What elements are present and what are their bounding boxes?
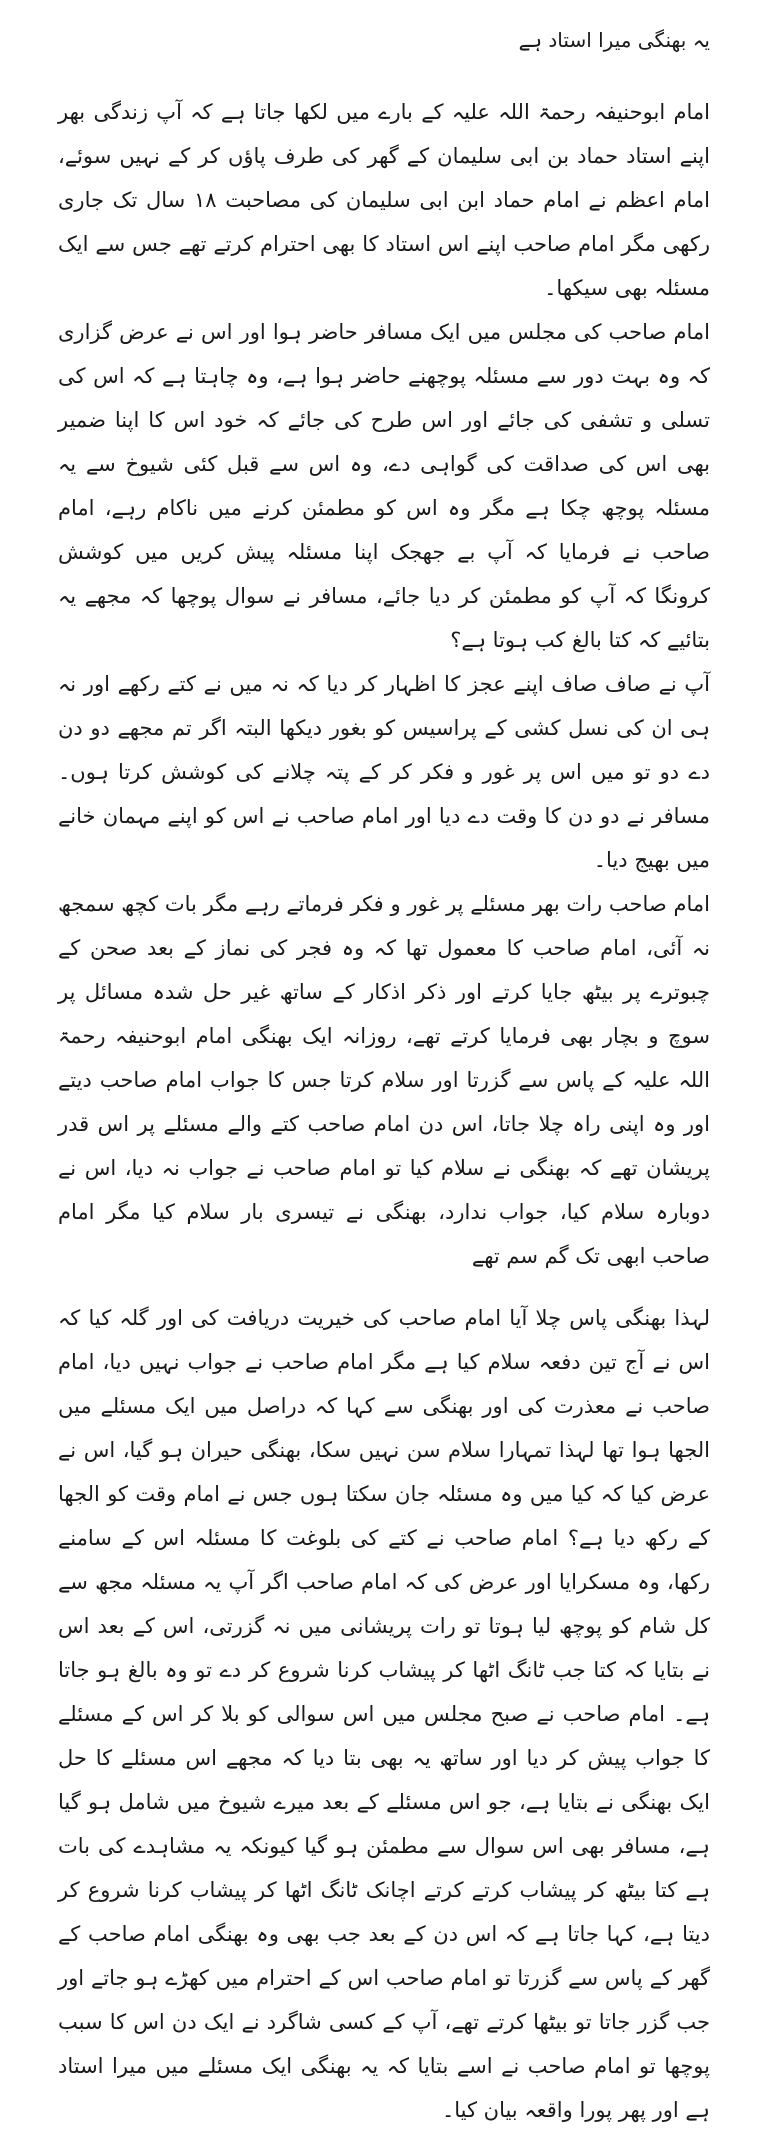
paragraph-5: لہذا بھنگی پاس چلا آیا امام صاحب کی خیریت دریافت کی اور گلہ کیا کہ اس نے آج تین دفعہ سلام کیا ہے مگر امام صاحب نے جواب نہیں دیا، امام صاحب نے معذرت کی اور بھنگی سے کہا کہ دراصل میں ایک مسئلے میں الجھا ہوا تھا لہذا تمہارا سلام سن نہیں سکا، بھنگی حیران ہو گیا، اس نے عرض کیا کہ کیا میں وہ مسئلہ جان سکتا ہوں جس نے امام وقت کو الجھا کے رکھ دیا ہے؟ امام صاحب نے کتے کی بلوغت کا مسئلہ اس کے سامنے رکھا، وہ مسکرایا اور عرض کی کہ امام صاحب اگر آپ یہ مسئلہ مجھ سے کل شام کو پوچھ لیا ہوتا تو رات پریشانی میں نہ گزرتی، اس کے بعد اس نے بتایا کہ کتا جب ٹانگ اٹھا کر پیشاب کرنا شروع کر دے تو وہ بالغ ہو جاتا ہے۔ امام صاحب نے صبح مجلس میں اس سوالی کو بلا کر اس کے مسئلے کا جواب پیش کر دیا اور ساتھ یہ بھی بتا دیا کہ مجھے اس مسئلے کا حل ایک بھنگی نے بتایا ہے، جو اس مسئلے کے بعد میرے شیوخ میں شامل ہو گیا ہے، مسافر بھی اس سوال سے مطمئن ہو گیا کیونکہ یہ مشاہدے کی بات ہے کتا بیٹھ کر پیشاب کرتے کرتے اچانک ٹانگ اٹھا کر پیشاب کرنا شروع کر دیتا ہے، کہا جاتا ہے کہ اس دن کے بعد جب بھی وہ بھنگی امام صاحب کے گھر کے پاس سے گزرتا تو امام صاحب اس کے احترام میں کھڑے ہو جاتے اور جب گزر جاتا تو بیٹھا کرتے تھے، آپ کے کسی شاگرد نے ایک دن اس کا سبب پوچھا تو امام صاحب نے اسے بتایا کہ یہ بھنگی ایک مسئلے میں میرا استاد ہے اور پھر پورا واقعہ بیان کیا۔ [58, 1306, 710, 2122]
paragraph-4: امام صاحب رات بھر مسئلے پر غور و فکر فرماتے رہے مگر بات کچھ سمجھ نہ آئی، امام صاحب کا معمول تھا کہ وہ فجر کی نماز کے بعد صحن کے چبوترے پر بیٹھ جایا کرتے اور ذکر اذکار کے ساتھ غیر حل شدہ مسائل پر سوچ و بچار بھی فرمایا کرتے تھے، روزانہ ایک بھنگی امام ابوحنیفہ رحمۃ اللہ علیہ کے پاس سے گزرتا اور سلام کرتا جس کا جواب امام صاحب دیتے اور وہ اپنی راہ چلا جاتا، اس دن امام صاحب کتے والے مسئلے پر اس قدر پریشان تھے کہ بھنگی نے سلام کیا تو امام صاحب نے جواب نہ دیا، اس نے دوبارہ سلام کیا، جواب ندارد، بھنگی نے تیسری بار سلام کیا مگر امام صاحب ابھی تک گم سم تھے [58, 892, 710, 1268]
paragraph-2: امام صاحب کی مجلس میں ایک مسافر حاضر ہوا اور اس نے عرض گزاری کہ وہ بہت دور سے مسئلہ پوچھنے حاضر ہوا ہے، وہ چاہتا ہے کہ اس کی تسلی و تشفی کی جائے اور اس طرح کی جائے کہ خود اس کا اپنا ضمیر بھی اس کی صداقت کی گواہی دے، وہ اس سے قبل کئی شیوخ سے یہ مسئلہ پوچھ چکا ہے مگر وہ اس کو مطمئن کرنے میں ناکام رہے، امام صاحب نے فرمایا کہ آپ بے جھجک اپنا مسئلہ پیش کریں میں کوشش کرونگا کہ آپ کو مطمئن کر دیا جائے، مسافر نے سوال پوچھا کہ مجھے یہ بتائیے کہ کتا بالغ کب ہوتا ہے؟ [58, 320, 710, 652]
paragraph-1: امام ابوحنیفہ رحمۃ اللہ علیہ کے بارے میں لکھا جاتا ہے کہ آپ زندگی بھر اپنے استاد حماد بن ابی سلیمان کے گھر کی طرف پاؤں کر کے نہیں سوئے، امام اعظم نے امام حماد ابن ابی سلیمان کی مصاحبت ١٨ سال تک جاری رکھی مگر امام صاحب اپنے اس استاد کا بھی احترام کرتے تھے جس سے ایک مسئلہ بھی سیکھا۔ [58, 100, 710, 300]
article-title: یہ بھنگی میرا استاد ہے [518, 28, 710, 52]
paragraph-3: آپ نے صاف صاف اپنے عجز کا اظہار کر دیا کہ نہ میں نے کتے رکھے اور نہ ہی ان کی نسل کشی کے پراسیس کو بغور دیکھا البتہ اگر تم مجھے دو دن دے دو تو میں اس پر غور و فکر کر کے پتہ چلانے کی کوشش کرتا ہوں۔ مسافر نے دو دن کا وقت دے دیا اور امام صاحب نے اس کو اپنے مہمان خانے میں بھیج دیا۔ [58, 672, 710, 872]
